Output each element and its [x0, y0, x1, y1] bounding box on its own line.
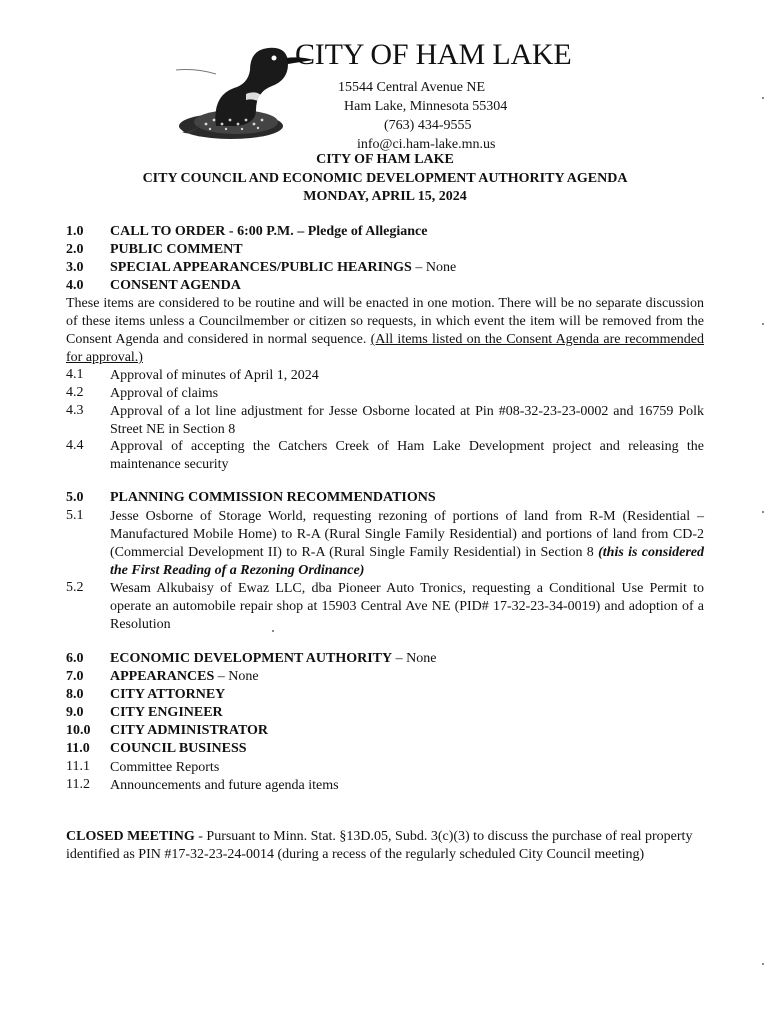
item-title: CITY ENGINEER — [110, 705, 223, 720]
item-title-line — [110, 669, 259, 685]
item-number: 3.0 — [66, 260, 84, 275]
sub-item-number: 11.2 — [66, 777, 90, 792]
address-street: 15544 Central Avenue NE — [338, 80, 486, 95]
item-title-line — [110, 651, 436, 667]
scan-speck — [762, 963, 764, 965]
scan-speck — [762, 323, 764, 325]
item-number: 8.0 — [66, 687, 84, 702]
sub-item-number: 5.1 — [66, 508, 84, 523]
scan-speck — [762, 97, 764, 99]
item-number: 7.0 — [66, 669, 84, 684]
item-title: PLANNING COMMISSION RECOMMENDATIONS — [110, 490, 436, 505]
item-title: CITY ADMINISTRATOR — [110, 723, 269, 738]
item-title: ECONOMIC DEVELOPMENT AUTHORITY — [110, 651, 393, 666]
item-number: 11.0 — [66, 741, 90, 756]
sub-item-5-2: Wesam Alkubaisy of Ewaz LLC, dba Pioneer Auto Tronics, requesting a Conditional Use Permit to operate an automobile repair shop at 15903 Central Ave NE (PID# 17-32-23-34-0019) and adoption of a Resolution — [110, 581, 704, 632]
sub-item-emphasis: (this is considered the First Reading of a Rezoning Ordinance) — [110, 545, 704, 578]
sub-item-text: Jesse Osborne of Storage World, requesting rezoning of portions of land from R-M (Residential – Manufactured Mobile Home) to R-A (Rural Single Family Residential) and portions of land from CD-2 (Commercial Development II) to R-A (Rural Single Family Residential) in Section 8 — [110, 509, 704, 560]
item-title: COUNCIL BUSINESS — [110, 741, 247, 756]
sub-item-4-1: Approval of minutes of April 1, 2024 — [110, 368, 319, 383]
sub-item-11-1: Committee Reports — [110, 760, 220, 775]
item-number: 2.0 — [66, 242, 84, 257]
sub-item-5-1 — [110, 508, 704, 580]
agenda-date: MONDAY, APRIL 15, 2024 — [303, 189, 467, 204]
agenda-title: CITY COUNCIL AND ECONOMIC DEVELOPMENT AUTHORITY AGENDA — [142, 171, 628, 186]
item-number: 9.0 — [66, 705, 84, 720]
item-suffix: – None — [392, 651, 437, 666]
item-number: 5.0 — [66, 490, 84, 505]
item-title: SPECIAL APPEARANCES/PUBLIC HEARINGS — [110, 260, 412, 275]
sub-item-4-2: Approval of claims — [110, 386, 219, 401]
sub-item-4-3: Approval of a lot line adjustment for Jesse Osborne located at Pin #08-32-23-23-0002 and 16759 Polk Street NE in Section 8 — [110, 404, 704, 437]
item-title-line — [110, 260, 456, 276]
sub-item-number: 4.1 — [66, 367, 84, 382]
email-address: info@ci.ham-lake.mn.us — [357, 137, 496, 152]
item-title: CONSENT AGENDA — [110, 278, 241, 293]
item-title: APPEARANCES — [110, 669, 215, 684]
item-number: 10.0 — [66, 723, 91, 738]
closed-meeting-label: CLOSED MEETING — [66, 829, 195, 844]
sub-item-number: 11.1 — [66, 759, 90, 774]
item-title: CITY ATTORNEY — [110, 687, 226, 702]
consent-intro-underlined: (All items listed on the Consent Agenda are recommended for approval.) — [66, 332, 705, 365]
sub-item-number: 5.2 — [66, 580, 84, 595]
phone-number: (763) 434-9555 — [384, 118, 472, 133]
sub-item-number: 4.2 — [66, 385, 84, 400]
item-title: PUBLIC COMMENT — [110, 242, 243, 257]
sub-item-number: 4.4 — [66, 438, 84, 453]
consent-intro — [66, 295, 704, 367]
agenda-city: CITY OF HAM LAKE — [316, 152, 454, 167]
scan-speck — [762, 511, 764, 513]
closed-meeting-note — [66, 828, 704, 864]
item-suffix: – None — [214, 669, 259, 684]
item-number: 4.0 — [66, 278, 84, 293]
scan-speck — [272, 630, 274, 632]
item-title: CALL TO ORDER - 6:00 P.M. – Pledge of Allegiance — [110, 224, 428, 239]
sub-item-4-4: Approval of accepting the Catchers Creek of Ham Lake Development project and releasing the maintenance security — [110, 439, 704, 472]
city-title: CITY OF HAM LAKE — [295, 38, 572, 71]
address-city: Ham Lake, Minnesota 55304 — [344, 99, 508, 114]
item-number: 6.0 — [66, 651, 84, 666]
item-suffix: – None — [411, 260, 457, 275]
item-number: 1.0 — [66, 224, 84, 239]
sub-item-number: 4.3 — [66, 403, 84, 418]
closed-meeting-text: - Pursuant to Minn. Stat. §13D.05, Subd. 3(c)(3) to discuss the purchase of real property identified as PIN #17-32-23-24-0014 (during a recess of the regularly scheduled City Council meeting) — [66, 829, 693, 862]
sub-item-11-2: Announcements and future agenda items — [110, 778, 339, 793]
consent-intro-text: These items are considered to be routine and will be enacted in one motion. There will be no separate discussion of these items unless a Councilmember or citizen so requests, in which event the item will be removed from the Consent Agenda and considered in normal sequence. — [66, 296, 704, 347]
